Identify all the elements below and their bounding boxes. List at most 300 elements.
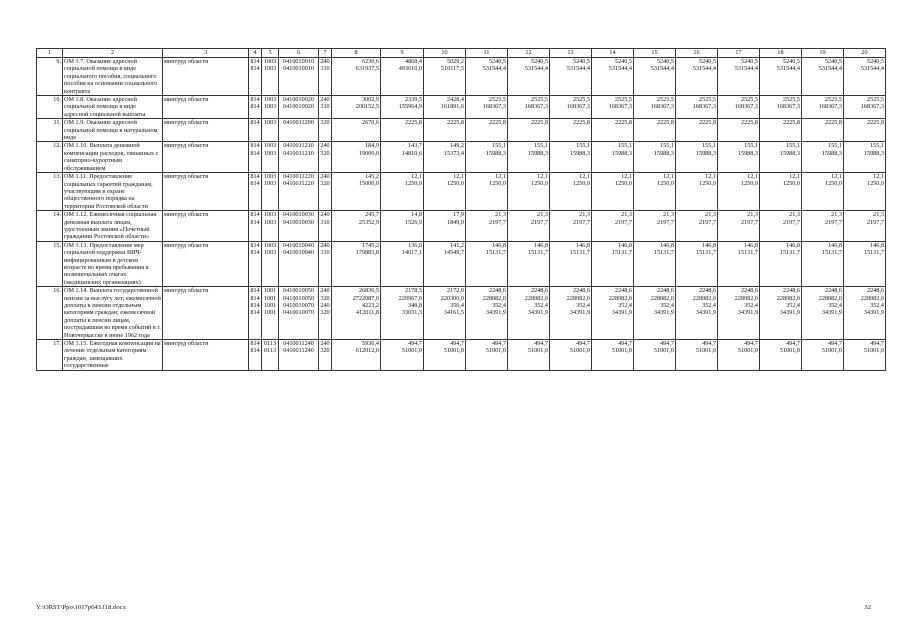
target-code-line: 0410010030 bbox=[283, 211, 314, 219]
target-code-line: 0410011240 bbox=[283, 347, 314, 355]
amount-col-13 bbox=[550, 211, 592, 242]
amount-col-9-line: 220967,0 bbox=[398, 294, 422, 302]
amount-col-12-line: 5240,5 bbox=[530, 58, 548, 65]
section-code-line: 1001 bbox=[263, 294, 277, 302]
amount-col-19 bbox=[802, 211, 844, 242]
section-code-line: 1003 bbox=[263, 218, 277, 226]
header-col-5: 5 bbox=[262, 49, 279, 58]
amount-col-10-line: 1250,0 bbox=[446, 180, 464, 188]
measure-name: ОМ 1.12. Ежемесячная социальная денежная выплата лицам, удостоенным звания «Почетный гражданин Ростовской области» bbox=[63, 211, 163, 242]
expense-type-line: 240 bbox=[320, 241, 330, 249]
amount-col-12-line: 15988,3 bbox=[527, 149, 548, 157]
amount-col-10-line: 220300,0 bbox=[440, 294, 464, 302]
measure-name: ОМ 1.15. Ежегодная компенсация на лечение отдельным категориям граждан, замещавших государственные bbox=[64, 340, 161, 370]
header-col-16: 16 bbox=[676, 49, 718, 58]
amount-col-8-line: 25352,9 bbox=[358, 218, 379, 226]
table-row bbox=[37, 58, 886, 96]
target-code bbox=[279, 142, 319, 173]
measure-name: ОМ 1.14. Выплата государственной пенсии за выслугу лет; ежемесячной доплаты к пенсии отдельным категориям граждан; ежемесячной доплаты к пенсии лицам, пострадавшим во время событий в г. Новочеркасске в июне 1962 года bbox=[64, 287, 161, 339]
expense-type-line: 320 bbox=[320, 309, 330, 317]
amount-col-12 bbox=[508, 340, 550, 371]
amount-col-13-line: 168367,3 bbox=[566, 103, 590, 111]
amount-col-10 bbox=[424, 142, 466, 173]
amount-col-15-line: 34391,9 bbox=[653, 309, 674, 317]
measure-name: ОМ 1.13. Предоставление мер социальной поддержки ВИЧ-инфицированным в детском возрасте во время пребывания в позвоночальных очагах (медицинских организациях) bbox=[63, 241, 163, 286]
amount-col-19-line: 12,1 bbox=[831, 173, 842, 181]
amount-col-10 bbox=[424, 241, 466, 286]
amount-col-13-line: 228082,0 bbox=[566, 294, 590, 302]
amount-col-10-line: 14549,7 bbox=[443, 249, 464, 257]
amount-col-19 bbox=[802, 58, 844, 96]
amount-col-18 bbox=[760, 173, 802, 211]
amount-col-16 bbox=[676, 340, 718, 371]
grbs-code-line: 814 bbox=[250, 119, 260, 127]
table-header bbox=[37, 49, 886, 58]
grbs-code bbox=[249, 241, 262, 286]
grbs-code-line: 814 bbox=[250, 347, 260, 355]
amount-col-20 bbox=[844, 119, 886, 142]
amount-col-20-line: 2525,5 bbox=[866, 96, 884, 104]
expense-type bbox=[319, 173, 332, 211]
amount-col-16-line: 531544,4 bbox=[692, 65, 716, 73]
target-code bbox=[279, 287, 319, 340]
target-code-line: 0410010070 bbox=[283, 301, 314, 309]
amount-col-13 bbox=[550, 287, 592, 340]
amount-col-18-line: 2225,8 bbox=[782, 119, 800, 127]
amount-col-8 bbox=[332, 211, 381, 242]
target-code-line: 0410011220 bbox=[283, 180, 314, 188]
amount-col-19-line: 168367,3 bbox=[818, 103, 842, 111]
amount-col-13-line: 1250,0 bbox=[572, 180, 590, 188]
amount-col-9 bbox=[381, 287, 424, 340]
header-col-14: 14 bbox=[592, 49, 634, 58]
amount-col-9-line: 33031,3 bbox=[401, 309, 422, 317]
amount-col-16-line: 494,7 bbox=[702, 340, 716, 348]
amount-col-9-line: 494,7 bbox=[408, 340, 422, 348]
amount-col-20-line: 2197,7 bbox=[866, 218, 884, 226]
section-code-line: 0113 bbox=[263, 340, 277, 348]
table-row bbox=[37, 340, 886, 371]
amount-col-12-line: 1250,0 bbox=[530, 180, 548, 188]
section-code-line: 1003 bbox=[263, 103, 277, 111]
amount-col-12 bbox=[508, 58, 550, 96]
amount-col-12-line: 155,1 bbox=[534, 142, 548, 150]
amount-col-20-line: 21,3 bbox=[873, 211, 884, 219]
amount-col-8-line: 2670,6 bbox=[361, 119, 379, 127]
amount-col-9-line: 143,7 bbox=[408, 142, 422, 150]
amount-col-14 bbox=[592, 96, 634, 119]
row-number: 12. bbox=[37, 142, 63, 173]
amount-col-8-line: 5936,4 bbox=[361, 340, 379, 348]
amount-col-18-line: 352,4 bbox=[786, 301, 800, 309]
amount-col-8-line: 412011,8 bbox=[356, 309, 379, 317]
amount-col-15 bbox=[634, 241, 676, 286]
header-col-9: 9 bbox=[381, 49, 424, 58]
amount-col-16 bbox=[676, 211, 718, 242]
header-col-11: 11 bbox=[466, 49, 508, 58]
amount-col-18 bbox=[760, 241, 802, 286]
amount-col-8 bbox=[332, 287, 381, 340]
amount-col-10-line: 12,1 bbox=[453, 173, 464, 181]
amount-col-19-line: 494,7 bbox=[828, 340, 842, 348]
amount-col-13-line: 12,1 bbox=[579, 173, 590, 181]
grbs-code-line: 814 bbox=[250, 211, 260, 219]
grbs-code-line: 814 bbox=[250, 173, 260, 181]
amount-col-19-line: 34391,9 bbox=[821, 309, 842, 317]
amount-col-10-line: 1849,0 bbox=[446, 218, 464, 226]
expense-type-line: 310 bbox=[320, 65, 330, 73]
table-row bbox=[37, 211, 886, 242]
table-row bbox=[37, 241, 886, 286]
amount-col-17-line: 15131,7 bbox=[737, 249, 758, 257]
amount-col-16-line: 21,3 bbox=[705, 211, 716, 219]
header-col-19: 19 bbox=[802, 49, 844, 58]
amount-col-14-line: 12,1 bbox=[621, 173, 632, 181]
amount-col-15-line: 15988,3 bbox=[653, 149, 674, 157]
expense-type-line: 240 bbox=[320, 301, 330, 309]
amount-col-12 bbox=[508, 173, 550, 211]
amount-col-12-line: 34391,9 bbox=[527, 309, 548, 317]
section-code bbox=[262, 241, 279, 286]
grbs-code bbox=[249, 58, 262, 96]
amount-col-14-line: 2197,7 bbox=[614, 218, 632, 226]
amount-col-8-line: 145,2 bbox=[365, 173, 379, 181]
amount-col-11-line: 51001,0 bbox=[485, 347, 506, 355]
amount-col-9-line: 51001,0 bbox=[401, 347, 422, 355]
amount-col-11-line: 2197,7 bbox=[488, 218, 506, 226]
amount-col-17-line: 21,3 bbox=[747, 211, 758, 219]
grbs-code-line: 814 bbox=[250, 180, 260, 188]
amount-col-13 bbox=[550, 241, 592, 286]
amount-col-10-line: 51001,0 bbox=[443, 347, 464, 355]
executor: минтруд области bbox=[163, 119, 249, 142]
amount-col-16-line: 352,4 bbox=[702, 301, 716, 309]
amount-col-19-line: 51001,0 bbox=[821, 347, 842, 355]
amount-col-10-line: 149,2 bbox=[450, 142, 464, 150]
amount-col-8 bbox=[332, 58, 381, 96]
grbs-code-line: 814 bbox=[250, 58, 260, 65]
amount-col-9-line: 2339,5 bbox=[404, 96, 422, 104]
amount-col-8-line: 200152,5 bbox=[355, 103, 379, 111]
amount-col-15-line: 1250,0 bbox=[656, 180, 674, 188]
header-col-17: 17 bbox=[718, 49, 760, 58]
amount-col-14-line: 531544,4 bbox=[608, 65, 632, 73]
section-code-line: 1001 bbox=[263, 301, 277, 309]
grbs-code-line: 814 bbox=[250, 218, 260, 226]
grbs-code bbox=[249, 287, 262, 340]
amount-col-17 bbox=[718, 142, 760, 173]
target-code-line: 0410010020 bbox=[283, 103, 314, 111]
executor: минтруд области bbox=[163, 287, 249, 340]
amount-col-16-line: 34391,9 bbox=[695, 309, 716, 317]
amount-col-12-line: 168367,3 bbox=[524, 103, 548, 111]
amount-col-11-line: 494,7 bbox=[492, 340, 506, 348]
amount-col-19-line: 15131,7 bbox=[821, 249, 842, 257]
grbs-code bbox=[249, 96, 262, 119]
amount-col-20 bbox=[844, 340, 886, 371]
amount-col-14 bbox=[592, 287, 634, 340]
amount-col-19 bbox=[802, 287, 844, 340]
amount-col-17-line: 2525,5 bbox=[740, 96, 758, 104]
amount-col-20-line: 51001,0 bbox=[863, 347, 884, 355]
section-code bbox=[262, 119, 279, 142]
target-code bbox=[279, 58, 319, 96]
amount-col-8-line: 179883,8 bbox=[355, 249, 379, 257]
section-code-line: 1003 bbox=[263, 65, 277, 73]
amount-col-11-line: 168367,3 bbox=[482, 103, 506, 111]
header-col-20: 20 bbox=[844, 49, 886, 58]
amount-col-10-line: 350,4 bbox=[450, 301, 464, 309]
amount-col-20-line: 146,8 bbox=[870, 241, 884, 249]
target-code bbox=[279, 241, 319, 286]
header-col-6: 6 bbox=[279, 49, 319, 58]
amount-col-13 bbox=[550, 96, 592, 119]
grbs-code-line: 814 bbox=[250, 340, 260, 348]
amount-col-11-line: 228082,0 bbox=[482, 294, 506, 302]
amount-col-18-line: 228082,0 bbox=[776, 294, 800, 302]
amount-col-17-line: 168367,3 bbox=[734, 103, 758, 111]
row-number: 16. bbox=[37, 287, 63, 340]
amount-col-14 bbox=[592, 119, 634, 142]
amount-col-19-line: 155,1 bbox=[828, 142, 842, 150]
amount-col-13-line: 531544,4 bbox=[566, 65, 590, 73]
amount-col-8 bbox=[332, 340, 381, 371]
section-code-line: 1003 bbox=[263, 142, 277, 150]
amount-col-11 bbox=[466, 173, 508, 211]
target-code-line: 0410010040 bbox=[283, 241, 314, 249]
amount-col-15 bbox=[634, 96, 676, 119]
amount-col-9 bbox=[381, 340, 424, 371]
amount-col-10 bbox=[424, 173, 466, 211]
amount-col-20-line: 228082,0 bbox=[860, 294, 884, 302]
target-code-line: 0410010010 bbox=[283, 65, 314, 73]
amount-col-16-line: 2225,8 bbox=[698, 119, 716, 127]
amount-col-16-line: 15131,7 bbox=[695, 249, 716, 257]
amount-col-14-line: 5240,5 bbox=[614, 58, 632, 65]
amount-col-14-line: 146,8 bbox=[618, 241, 632, 249]
amount-col-11-line: 21,3 bbox=[495, 211, 506, 219]
target-code-line: 0410010050 bbox=[283, 287, 314, 295]
amount-col-17 bbox=[718, 58, 760, 96]
target-code-line: 0410011210 bbox=[283, 142, 314, 150]
amount-col-12-line: 2225,8 bbox=[530, 119, 548, 127]
amount-col-20-line: 15131,7 bbox=[863, 249, 884, 257]
target-code-line: 0410011210 bbox=[283, 149, 314, 157]
expense-type-line: 240 bbox=[320, 173, 330, 181]
amount-col-17-line: 5240,5 bbox=[740, 58, 758, 65]
amount-col-15 bbox=[634, 119, 676, 142]
amount-col-16 bbox=[676, 287, 718, 340]
amount-col-11-line: 2248,6 bbox=[488, 287, 506, 295]
row-number: 17. bbox=[37, 340, 63, 371]
grbs-code-line: 814 bbox=[250, 241, 260, 249]
amount-col-17 bbox=[718, 119, 760, 142]
amount-col-17 bbox=[718, 241, 760, 286]
amount-col-19-line: 352,4 bbox=[828, 301, 842, 309]
amount-col-12 bbox=[508, 287, 550, 340]
amount-col-14-line: 2225,8 bbox=[614, 119, 632, 127]
amount-col-12-line: 2197,7 bbox=[530, 218, 548, 226]
expense-type-line: 320 bbox=[320, 119, 330, 127]
amount-col-14-line: 15988,3 bbox=[611, 149, 632, 157]
amount-col-18-line: 15131,7 bbox=[779, 249, 800, 257]
executor: минтруд области bbox=[163, 96, 249, 119]
amount-col-11-line: 2525,5 bbox=[488, 96, 506, 104]
measure-name: ОМ 1.11. Предоставление социальных гарантий гражданам, участвующим в охране общественного порядка на территории Ростовской области bbox=[63, 173, 163, 211]
amount-col-8 bbox=[332, 241, 381, 286]
amount-col-9-line: 1250,0 bbox=[404, 180, 422, 188]
amount-col-14-line: 228082,0 bbox=[608, 294, 632, 302]
amount-col-9-line: 14810,6 bbox=[401, 149, 422, 157]
expense-type bbox=[319, 241, 332, 286]
amount-col-20-line: 5240,5 bbox=[866, 58, 884, 65]
amount-col-12-line: 531544,4 bbox=[524, 65, 548, 73]
amount-col-12 bbox=[508, 142, 550, 173]
section-code-line: 1003 bbox=[263, 241, 277, 249]
amount-col-17 bbox=[718, 173, 760, 211]
amount-col-14 bbox=[592, 241, 634, 286]
amount-col-12-line: 228082,0 bbox=[524, 294, 548, 302]
amount-col-17-line: 2248,6 bbox=[740, 287, 758, 295]
amount-col-12-line: 12,1 bbox=[537, 173, 548, 181]
amount-col-13-line: 155,1 bbox=[576, 142, 590, 150]
amount-col-9 bbox=[381, 211, 424, 242]
amount-col-18 bbox=[760, 119, 802, 142]
amount-col-8-line: 3002,9 bbox=[361, 96, 379, 104]
amount-col-11-line: 15131,7 bbox=[485, 249, 506, 257]
grbs-code-line: 814 bbox=[250, 294, 260, 302]
amount-col-8-line: 1745,2 bbox=[361, 241, 379, 249]
amount-col-14-line: 155,1 bbox=[618, 142, 632, 150]
amount-col-16-line: 12,1 bbox=[705, 173, 716, 181]
amount-col-13-line: 15131,7 bbox=[569, 249, 590, 257]
target-code-line: 0410010040 bbox=[283, 249, 314, 257]
row-number: 11. bbox=[37, 119, 63, 142]
amount-col-19 bbox=[802, 142, 844, 173]
amount-col-9-line: 2225,8 bbox=[404, 119, 422, 127]
amount-col-11 bbox=[466, 340, 508, 371]
target-code bbox=[279, 211, 319, 242]
amount-col-11-line: 1250,0 bbox=[488, 180, 506, 188]
target-code-line: 0410011200 bbox=[283, 119, 314, 127]
amount-col-10 bbox=[424, 211, 466, 242]
section-code-line: 0113 bbox=[263, 347, 277, 355]
amount-col-15-line: 5240,5 bbox=[656, 58, 674, 65]
amount-col-13-line: 34391,9 bbox=[569, 309, 590, 317]
amount-col-20 bbox=[844, 142, 886, 173]
amount-col-12-line: 352,4 bbox=[534, 301, 548, 309]
amount-col-16 bbox=[676, 142, 718, 173]
grbs-code bbox=[249, 173, 262, 211]
amount-col-18 bbox=[760, 96, 802, 119]
section-code-line: 1003 bbox=[263, 173, 277, 181]
amount-col-16-line: 168367,3 bbox=[692, 103, 716, 111]
amount-col-17-line: 2197,7 bbox=[740, 218, 758, 226]
amount-col-17-line: 494,7 bbox=[744, 340, 758, 348]
section-code bbox=[262, 173, 279, 211]
amount-col-11 bbox=[466, 241, 508, 286]
section-code bbox=[262, 211, 279, 242]
amount-col-15 bbox=[634, 211, 676, 242]
header-col-3: 3 bbox=[163, 49, 249, 58]
amount-col-13-line: 15988,3 bbox=[569, 149, 590, 157]
amount-col-11 bbox=[466, 58, 508, 96]
amount-col-16-line: 155,1 bbox=[702, 142, 716, 150]
amount-col-14-line: 34391,9 bbox=[611, 309, 632, 317]
amount-col-14-line: 2525,5 bbox=[614, 96, 632, 104]
amount-col-12-line: 2525,5 bbox=[530, 96, 548, 104]
grbs-code bbox=[249, 340, 262, 371]
amount-col-18-line: 531544,4 bbox=[776, 65, 800, 73]
expense-type-line: 310 bbox=[320, 218, 330, 226]
amount-col-8-line: 6230,6 bbox=[361, 58, 379, 65]
section-code-line: 1001 bbox=[263, 309, 277, 317]
executor: минтруд области bbox=[163, 173, 249, 211]
amount-col-10 bbox=[424, 96, 466, 119]
amount-col-12 bbox=[508, 96, 550, 119]
expense-type bbox=[319, 119, 332, 142]
amount-col-11 bbox=[466, 211, 508, 242]
target-code bbox=[279, 96, 319, 119]
amount-col-20-line: 2248,6 bbox=[866, 287, 884, 295]
amount-col-20 bbox=[844, 241, 886, 286]
target-code bbox=[279, 119, 319, 142]
executor: минтруд области bbox=[163, 241, 249, 286]
grbs-code-line: 814 bbox=[250, 149, 260, 157]
amount-col-9-line: 14,8 bbox=[411, 211, 422, 219]
amount-col-8-line: 26836,5 bbox=[358, 287, 379, 295]
expense-type-line: 240 bbox=[320, 142, 330, 150]
expense-type-line: 240 bbox=[320, 340, 330, 348]
amount-col-13-line: 21,3 bbox=[579, 211, 590, 219]
amount-col-19-line: 5240,5 bbox=[824, 58, 842, 65]
amount-col-19-line: 2525,5 bbox=[824, 96, 842, 104]
grbs-code bbox=[249, 119, 262, 142]
executor: минтруд области bbox=[163, 211, 249, 242]
amount-col-20-line: 12,1 bbox=[873, 173, 884, 181]
amount-col-18 bbox=[760, 287, 802, 340]
row-number: 13. bbox=[37, 173, 63, 211]
amount-col-17-line: 155,1 bbox=[744, 142, 758, 150]
amount-col-13 bbox=[550, 119, 592, 142]
expense-type-line: 240 bbox=[320, 96, 330, 104]
amount-col-8-line: 2722087,0 bbox=[352, 294, 379, 302]
amount-col-9 bbox=[381, 173, 424, 211]
amount-col-9-line: 14017,1 bbox=[401, 249, 422, 257]
table-body bbox=[37, 58, 886, 371]
page-footer bbox=[36, 604, 871, 611]
amount-col-11 bbox=[466, 142, 508, 173]
amount-col-20 bbox=[844, 96, 886, 119]
section-code bbox=[262, 340, 279, 371]
amount-col-15-line: 51001,0 bbox=[653, 347, 674, 355]
file-path: Y:\ORST\Ppo\1017p643.f18.docx bbox=[36, 604, 126, 611]
amount-col-18-line: 5240,5 bbox=[782, 58, 800, 65]
expense-type bbox=[319, 287, 332, 340]
amount-col-10 bbox=[424, 287, 466, 340]
amount-col-10-line: 2225,8 bbox=[446, 119, 464, 127]
amount-col-16-line: 2248,6 bbox=[698, 287, 716, 295]
header-col-15: 15 bbox=[634, 49, 676, 58]
amount-col-16 bbox=[676, 173, 718, 211]
amount-col-19-line: 1250,0 bbox=[824, 180, 842, 188]
amount-col-18-line: 2197,7 bbox=[782, 218, 800, 226]
expense-type bbox=[319, 96, 332, 119]
amount-col-19-line: 21,3 bbox=[831, 211, 842, 219]
header-col-13: 13 bbox=[550, 49, 592, 58]
header-col-7: 7 bbox=[319, 49, 332, 58]
amount-col-19 bbox=[802, 173, 844, 211]
